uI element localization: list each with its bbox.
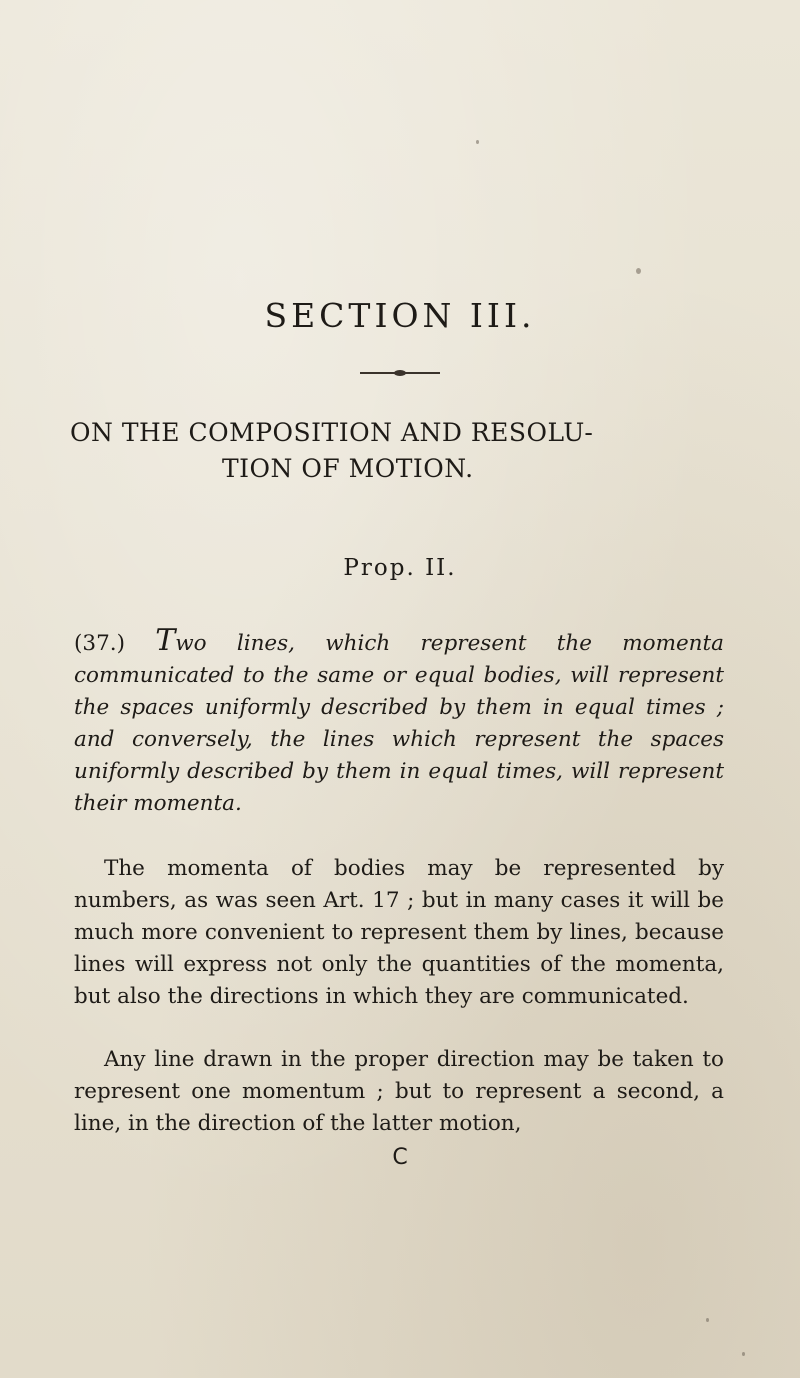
ink-speck — [742, 1352, 745, 1356]
chapter-title-line-1: ON THE COMPOSITION AND RESOLU- — [70, 418, 594, 447]
section-heading: SECTION III. — [264, 296, 536, 335]
drop-initial: T — [155, 623, 176, 658]
proposition-label: Prop. II. — [343, 555, 457, 581]
chapter-title-line-2: TION OF MOTION. — [222, 454, 474, 483]
ornamental-rule — [360, 372, 440, 374]
article-number: (37.) — [74, 631, 125, 656]
ink-speck — [476, 140, 479, 144]
chapter-title — [70, 415, 750, 487]
body-paragraph-1: The momenta of bodies may be represented by numbers, as was seen Art. 17 ; but in many cases it will be much more convenient to represent them by lines, because lines will express not only the quantities of the momenta, but also the directions in which they are communicated. — [74, 856, 724, 1009]
ink-speck — [636, 268, 641, 274]
signature-mark: C — [392, 1145, 408, 1170]
ink-speck — [706, 1318, 709, 1322]
proposition-text: wo lines, which represent the momenta communicated to the same or equal bodies, will represent the spaces uniformly described by them in equal times ; and conversely, the lines which represent the spaces uniformly described by them in equal times, will represent their momenta. — [74, 631, 724, 816]
proposition-statement — [74, 625, 724, 820]
body-paragraph-2: Any line drawn in the proper direction may be taken to represent one momentum ; but to represent a second, a line, in the direction of the latter motion, — [74, 1047, 724, 1136]
